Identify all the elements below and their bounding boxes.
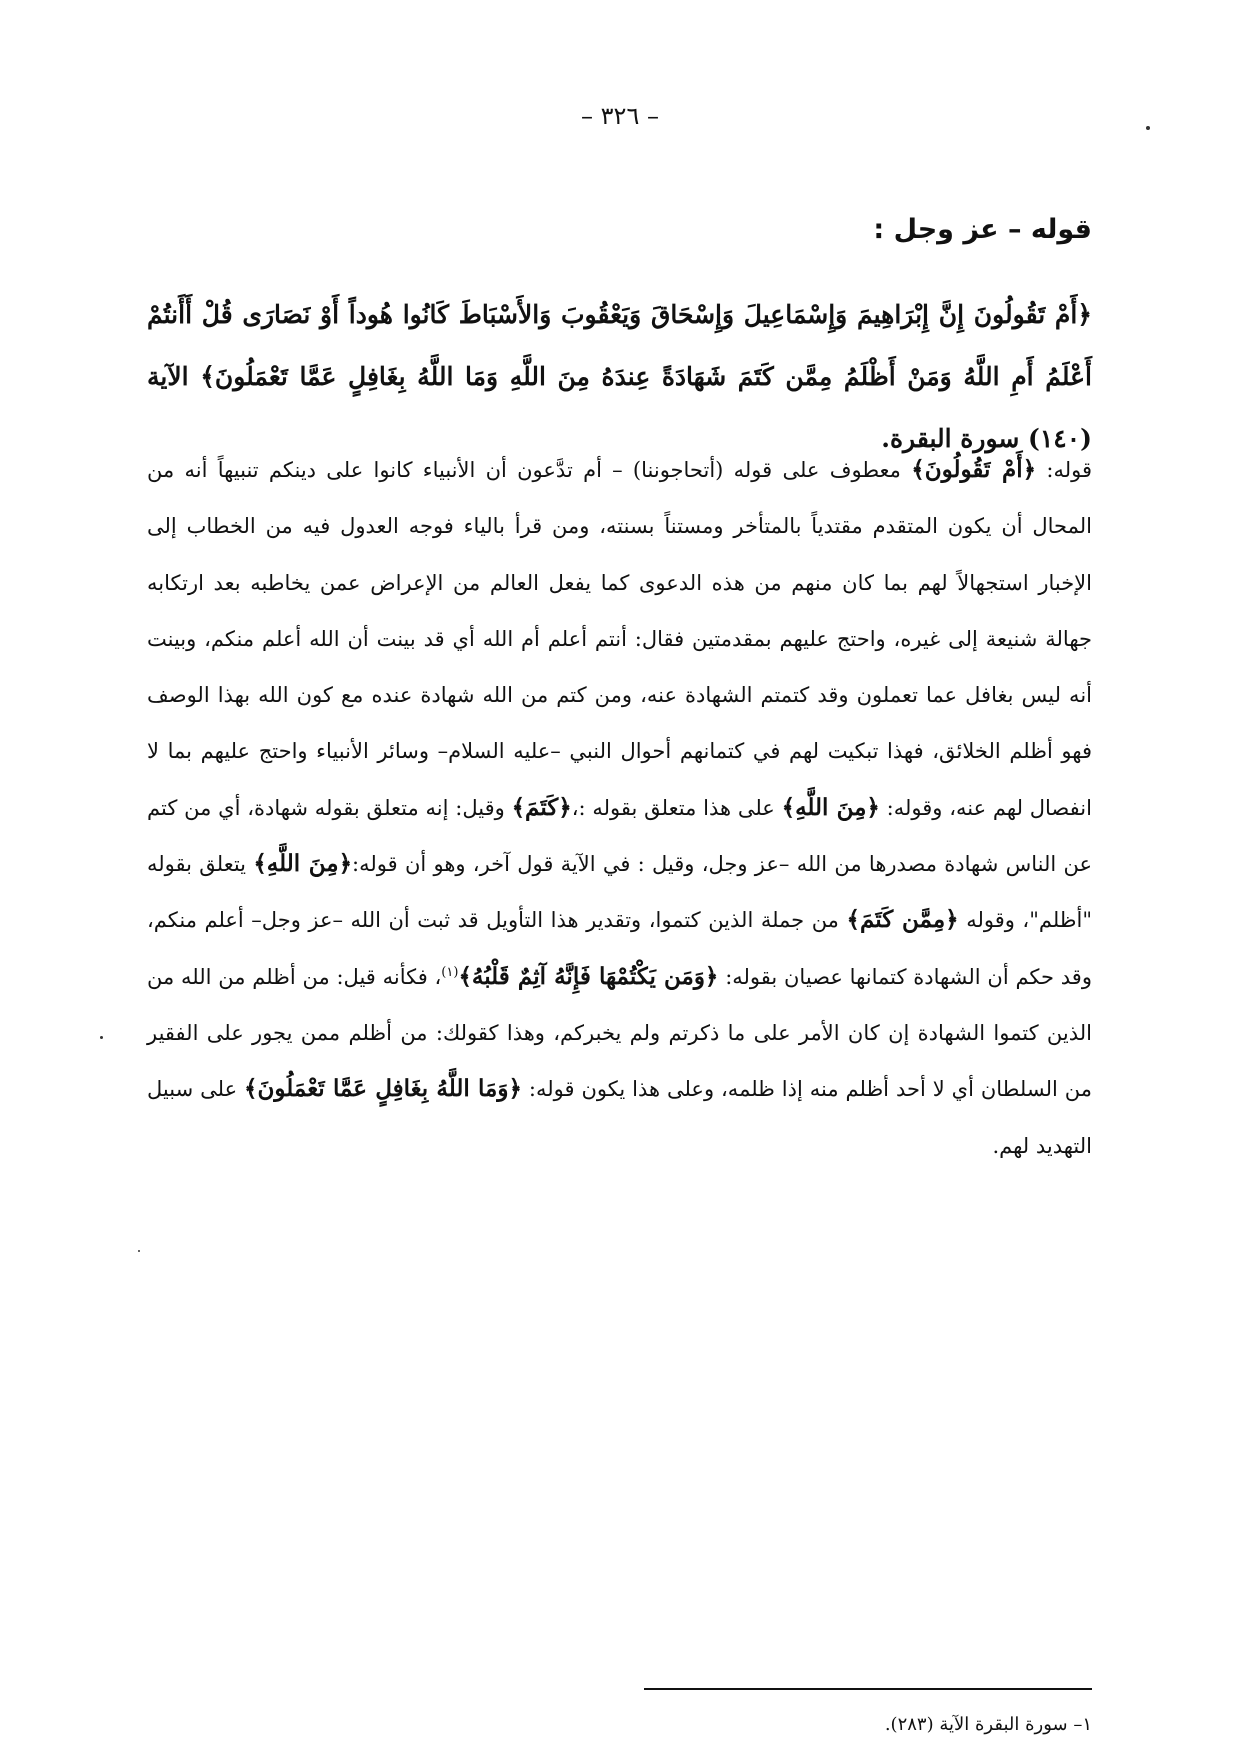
quran-quote: ﴿مِمَّن كَتَمَ﴾ xyxy=(846,906,959,934)
text-segment: على هذا متعلق بقوله :، xyxy=(571,795,775,820)
scan-speck xyxy=(1146,126,1150,130)
verse-open-bracket: ﴿ xyxy=(1077,300,1092,329)
quran-quote: ﴿مِنَ اللَّهِ﴾ xyxy=(781,793,880,821)
text-segment: من جملة الذين كتموا، وتقدير هذا التأويل قد ثبت أن الله –عز وجل– أعلم منكم، وقد حكم أن الشهادة كتمانها عصيان بقوله: xyxy=(147,908,1092,989)
scan-speck xyxy=(138,1250,140,1252)
footnote-marker: (١) xyxy=(441,964,459,980)
quran-quote: ﴿أَمْ تَقُولُونَ﴾ xyxy=(911,456,1037,483)
text-segment: يتعلق بقوله "أظلم"، وقوله xyxy=(147,852,1092,933)
footnote-divider xyxy=(644,1688,1092,1690)
scan-speck xyxy=(100,1036,103,1039)
text-segment: وقيل: إنه متعلق بقوله شهادة، أي من كتم عن الناس شهادة مصدرها من الله –عز وجل، وقيل : في الآية قول آخر، وهو أن قوله: xyxy=(147,795,1092,877)
quran-quote: ﴿كَتَمَ﴾ xyxy=(511,793,572,821)
quran-quote: ﴿وَمَا اللَّهُ بِغَافِلٍ عَمَّا تَعْمَلُونَ﴾ xyxy=(244,1075,522,1103)
verse-reference: الآية (١٤٠) سورة البقرة. xyxy=(147,362,1092,453)
verse-close-bracket: ﴾ xyxy=(200,362,215,391)
quran-quote: ﴿مِنَ اللَّهِ﴾ xyxy=(253,850,353,878)
quran-quote: ﴿وَمَن يَكْتُمْهَا فَإِنَّهُ آثِمٌ قَلْبُهُ﴾ xyxy=(458,962,719,990)
text-segment: ، فكأنه قيل: من أظلم من الله من الذين كتموا الشهادة إن كان الأمر على ما ذكرتم ولم يخبركم، وهذا كقولك: من أظلم ممن يجور على الفقير من السلطان أي لا أحد أظلم منه إذا ظلمه، وعلى هذا يكون قوله: xyxy=(147,964,1092,1102)
verse-text: أَمْ تَقُولُونَ إِنَّ إِبْرَاهِيمَ وَإِسْمَاعِيلَ وَإِسْحَاقَ وَيَعْقُوبَ وَالأَسْبَاطَ كَانُوا هُوداً أَوْ نَصَارَى قُلْ أَأَنتُمْ أَعْلَمُ أَمِ اللَّهُ وَمَنْ أَظْلَمُ مِمَّن كَتَمَ شَهَادَةً عِندَهُ مِنَ اللَّهِ وَمَا اللَّهُ بِغَافِلٍ عَمَّا تَعْمَلُونَ xyxy=(147,300,1092,391)
text-segment: قوله: xyxy=(1046,458,1093,482)
page-number: – ٣٢٦ – xyxy=(581,102,659,130)
commentary-paragraph xyxy=(147,442,1092,1174)
section-heading: قوله – عز وجل : xyxy=(873,214,1092,245)
text-segment: معطوف على قوله (أتحاجوننا) – أم تدَّعون أن الأنبياء كانوا على دينكم تنبيهاً أنه من المحال أن يكون المتقدم مقتدياً بالمتأخر ومستناً بسنته، ومن قرأ بالياء فوجه العدول فيه من الخطاب إلى الإخبار استجهالاً لهم بما كان منهم من هذه الدعوى كما يفعل العالم من الإعراض عمن يخاطبه بعد ارتكابه جهالة شنيعة إلى غيره، واحتج عليهم بمقدمتين فقال: أنتم أعلم أم الله أي قد بينت أن الله أعلم منكم، وبينت أنه ليس بغافل عما تعملون وقد كتمتم الشهادة عنه، ومن كتم من الله شهادة عنده مع كون الله بهذا الوصف فهو أظلم الخلائق، فهذا تبكيت لهم في كتمانهم أحوال النبي –عليه السلام– وسائر الأنبياء واحتج عليهم بما لا انفصال لهم عنه، وقوله: xyxy=(147,458,1093,820)
text-segment: على سبيل التهديد لهم. xyxy=(147,1077,1092,1158)
footnote: ١– سورة البقرة الآية (٢٨٣). xyxy=(884,1714,1092,1735)
